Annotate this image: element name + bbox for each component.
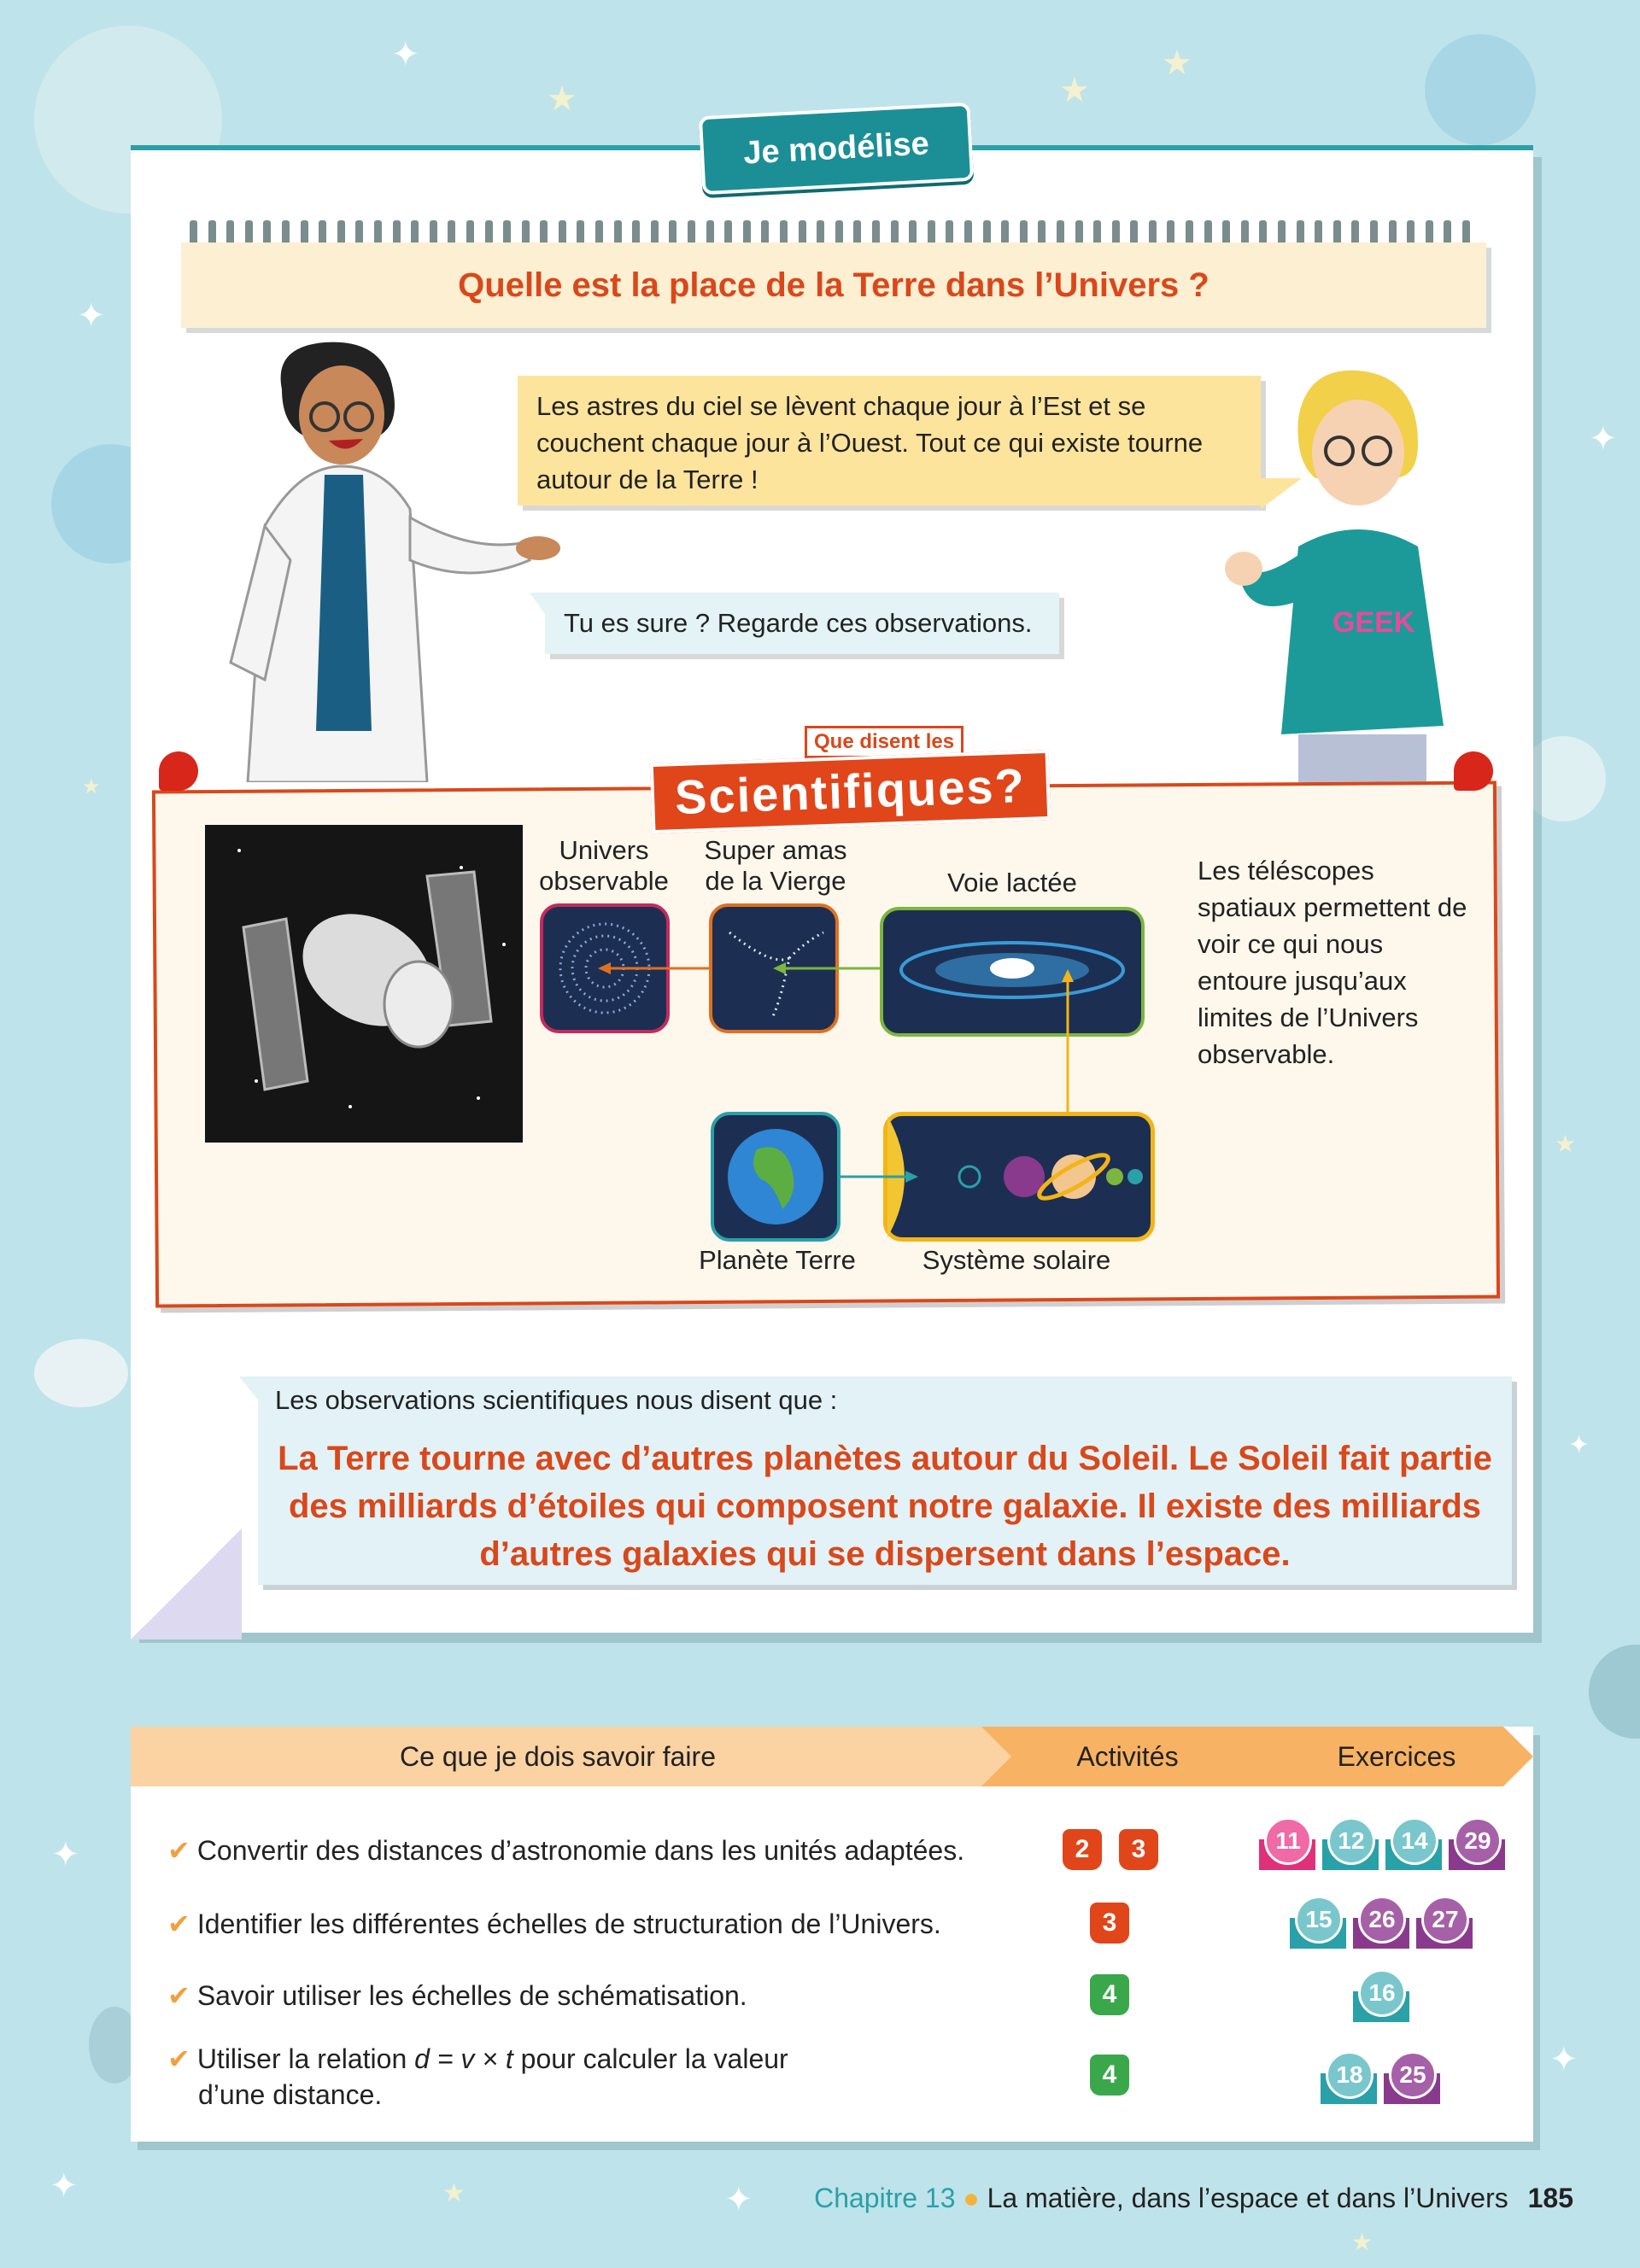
conclusion-intro: Les observations scientifiques nous disent que :: [275, 1385, 838, 1415]
label-univers: Univers observable: [539, 835, 669, 896]
planet-decoration: [1520, 736, 1606, 821]
activity-badge[interactable]: 4: [1086, 1971, 1133, 2019]
page-fold: [131, 1529, 242, 1640]
page-number: 185: [1527, 2183, 1573, 2213]
header-exercises: Exercices: [1337, 1740, 1456, 1772]
star-icon: ★: [1162, 44, 1192, 82]
star-icon: ★: [1555, 1131, 1577, 1157]
exercise-badge[interactable]: 14: [1385, 1817, 1442, 1870]
exercise-badge[interactable]: 25: [1384, 2051, 1440, 2104]
sparkle-icon: ✦: [724, 2181, 753, 2218]
header-skills: Ce que je dois savoir faire: [400, 1740, 716, 1772]
sparkle-icon: ✦: [1589, 420, 1618, 458]
shirt-text: GEEK: [1332, 606, 1415, 639]
check-icon: ✔: [167, 1909, 190, 1939]
skill-row: ✔ Utiliser la relation d = v × t pour calculer la valeur d’une distance.: [167, 2043, 788, 2110]
star-icon: ★: [1351, 2229, 1374, 2255]
sparkle-icon: ✦: [50, 2167, 79, 2205]
activity-badge[interactable]: 3: [1086, 1899, 1133, 1947]
check-icon: ✔: [167, 1980, 190, 2011]
exercise-badge[interactable]: 29: [1449, 1817, 1505, 1870]
label-superamas: Super amas de la Vierge: [704, 835, 847, 896]
bubble-tail: [239, 1377, 260, 1402]
star-icon: ★: [1059, 72, 1090, 109]
exercise-badge[interactable]: 16: [1353, 1969, 1409, 2022]
sparkle-icon: ✦: [51, 1836, 80, 1873]
scientists-small-label: Que disent les: [805, 726, 964, 758]
planet-decoration: [34, 1339, 128, 1407]
earth-decoration: [1425, 34, 1536, 145]
skill-row: ✔ Savoir utiliser les échelles de schématisation.: [167, 1980, 747, 2011]
skill-row: ✔ Identifier les différentes échelles de structuration de l’Univers.: [167, 1909, 941, 1939]
star-icon: ★: [547, 80, 577, 118]
planet-decoration: [1589, 1645, 1640, 1739]
structure-arrows: [530, 888, 1179, 1264]
star-icon: ★: [82, 775, 101, 798]
activity-badge[interactable]: 2: [1059, 1826, 1105, 1873]
bullet-dot-icon: ●: [963, 2183, 980, 2213]
exercise-badge[interactable]: 12: [1322, 1817, 1379, 1870]
scientist-speech-bubble: Les astres du ciel se lèvent chaque jour à l’Est et se couchent chaque jour à l’Ouest. Tout ce qui existe tourne autour de la Terre !: [518, 376, 1261, 506]
exercise-badge[interactable]: 15: [1290, 1896, 1346, 1949]
section-tag: Je modélise: [699, 102, 974, 196]
activity-badge[interactable]: 3: [1116, 1826, 1162, 1873]
header-activities: Activités: [1076, 1740, 1179, 1772]
label-planete-terre: Planète Terre: [699, 1245, 856, 1275]
sparkle-icon: ✦: [1549, 2041, 1578, 2078]
activity-badge[interactable]: 4: [1086, 2051, 1133, 2099]
pushpin-icon: [1454, 751, 1493, 791]
scientists-title: Scientifiques?: [650, 750, 1051, 833]
check-icon: ✔: [167, 1835, 190, 1866]
conclusion-text: La Terre tourne avec d’autres planètes autour du Soleil. Le Soleil fait partie des milliards d’étoiles qui composent notre galaxie. Il existe des milliards d’autres galaxies qui se dispersent dans l’espace.: [278, 1440, 1492, 1573]
page-footer: [814, 2183, 1573, 2214]
sparkle-icon: ✦: [1568, 1431, 1590, 1459]
exercise-badge[interactable]: 18: [1321, 2051, 1377, 2104]
sparkle-icon: ✦: [77, 297, 106, 335]
label-systeme-solaire: Système solaire: [922, 1245, 1111, 1275]
skill-row: ✔ Convertir des distances d’astronomie dans les unités adaptées.: [167, 1835, 965, 1866]
pushpin-icon: [159, 751, 198, 791]
bubble-tail: [1261, 478, 1302, 509]
chapter-label: Chapitre 13: [814, 2183, 956, 2213]
question-title: Quelle est la place de la Terre dans l’Univers ?: [181, 243, 1486, 328]
exercise-badge[interactable]: 11: [1259, 1817, 1315, 1870]
telescope-note: Les téléscopes spatiaux permettent de voir ce qui nous entoure jusqu’aux limites de l’Univers observable.: [1198, 856, 1467, 1069]
bubble-tail: [530, 593, 547, 617]
exercise-badge[interactable]: 27: [1416, 1896, 1473, 1949]
sparkle-icon: ✦: [391, 36, 420, 73]
exercise-badge[interactable]: 26: [1353, 1896, 1409, 1949]
label-voie-lactee: Voie lactée: [947, 868, 1077, 897]
girl-speech-bubble: Tu es sure ? Regarde ces observations.: [545, 593, 1059, 654]
hubble-telescope-image: [205, 825, 523, 1143]
check-icon: ✔: [167, 2043, 190, 2074]
star-icon: ★: [442, 2179, 466, 2207]
formula: d = v × t: [414, 2043, 513, 2074]
chapter-title: La matière, dans l’espace et dans l’Univers: [987, 2183, 1508, 2213]
